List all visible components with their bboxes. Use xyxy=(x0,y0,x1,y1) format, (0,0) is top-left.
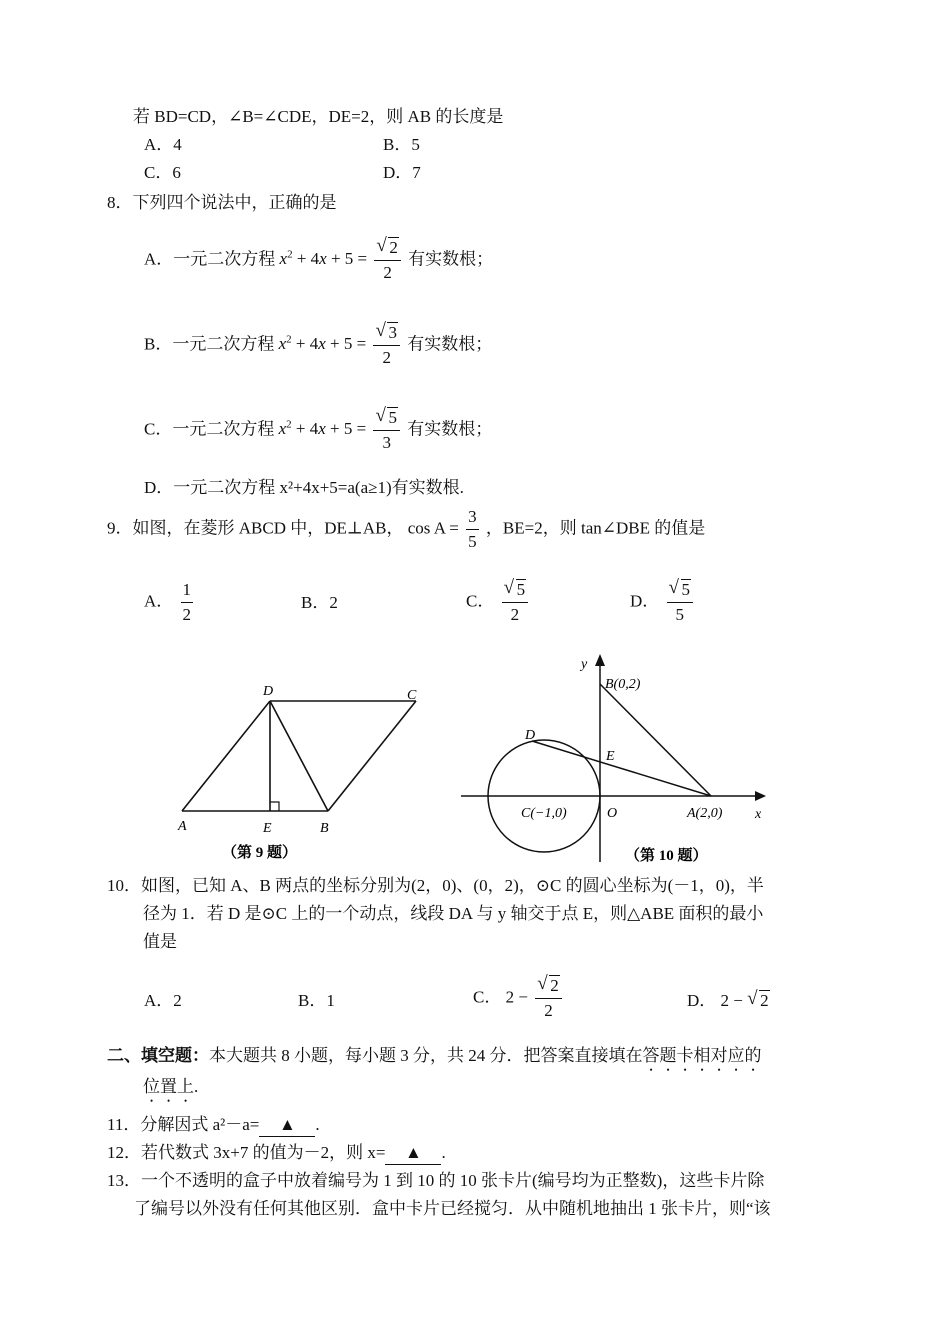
q9-cos-fraction xyxy=(466,505,479,554)
fig10-label-d: D xyxy=(525,728,536,743)
q7-option-a: A．4 xyxy=(144,135,182,154)
q8-a-label: A． xyxy=(144,249,174,269)
q10-d-radicand: 2 xyxy=(760,991,769,1010)
q8-a-equation: $x^2 + 4x + 5$ = xyxy=(279,248,368,269)
q8-option-a xyxy=(144,236,493,285)
q7-stem: 若 BD=CD，∠B=∠CDE，DE=2，则 AB 的长度是 xyxy=(133,107,504,126)
fig9-edge-cb xyxy=(328,701,416,811)
section-2-continuation xyxy=(143,1076,198,1106)
q11 xyxy=(107,1114,320,1137)
fig10-label-e: E xyxy=(606,749,615,764)
q10-c-fraction xyxy=(535,974,562,1023)
q10-line-2: 径为 1．若 D 是⊙C 上的一个动点，线段 DA 与 y 轴交于点 E，则△ABE 面积的最小 xyxy=(143,904,764,923)
figure-10 xyxy=(455,650,775,868)
fig9-label-d: D xyxy=(263,684,274,699)
q8-b-prefix: 一元二次方程 xyxy=(172,334,275,354)
fig10-label-c: C(−1,0) xyxy=(521,806,567,821)
q9-d-label: D． xyxy=(630,591,660,611)
q13-line-2: 了编号以外没有任何其他区别．盒中卡片已经搅匀．从中随机地抽出 1 张卡片，则“该 xyxy=(134,1199,771,1218)
q9-cos-num: 3 xyxy=(466,505,479,530)
q9-option-b: B．2 xyxy=(301,593,338,612)
q11-end: . xyxy=(315,1115,320,1134)
q8-c-label: C． xyxy=(144,419,173,439)
q8-stem: 8．下列四个说法中，正确的是 xyxy=(107,193,337,212)
q10-option-c xyxy=(473,974,565,1023)
fig9-label-e: E xyxy=(263,821,272,836)
q10-option-b: B．1 xyxy=(298,991,335,1010)
fig9-caption: （第 9 题） xyxy=(222,845,298,861)
q7-option-d: D．7 xyxy=(383,163,421,182)
q8-a-fraction xyxy=(374,236,401,285)
q8-a-den: 2 xyxy=(383,263,392,282)
fig10-label-x: x xyxy=(755,807,762,822)
q9-option-d xyxy=(630,578,696,627)
q8-c-suffix: 有实数根； xyxy=(407,419,493,439)
q8-a-radicand: 2 xyxy=(389,238,398,257)
q9-stem-end: ，BE=2，则 tan∠DBE 的值是 xyxy=(485,518,706,538)
q9-a-num: 1 xyxy=(181,578,194,603)
q8-option-c xyxy=(144,406,492,455)
q9-a-label: A． xyxy=(144,591,174,611)
q9-option-a xyxy=(144,578,196,627)
q10-line-3: 值是 xyxy=(143,932,177,951)
q10-option-a: A．2 xyxy=(144,991,182,1010)
fig10-label-o: O xyxy=(607,806,618,821)
q9-c-den: 2 xyxy=(510,605,520,624)
q10-c-pre: 2 − xyxy=(505,987,528,1007)
q9-stem xyxy=(107,505,705,554)
fig10-label-y: y xyxy=(581,657,588,672)
q8-c-fraction xyxy=(373,406,400,455)
q8-b-equation: $x^2 + 4x + 5$ = xyxy=(278,333,367,354)
fig9-label-b: B xyxy=(320,821,329,836)
q9-d-den: 5 xyxy=(675,605,685,624)
q8-b-suffix: 有实数根； xyxy=(407,334,493,354)
fig9-edge-ad xyxy=(182,701,270,811)
q10-d-pre: 2 − xyxy=(720,991,743,1010)
q7-option-b: B．5 xyxy=(383,135,420,154)
q8-b-radicand: 3 xyxy=(388,323,397,342)
q7-option-c: C．6 xyxy=(144,163,181,182)
fig9-right-angle-mark xyxy=(270,802,279,811)
q10-d-label: D． xyxy=(687,991,717,1010)
section-2-end: . xyxy=(194,1077,199,1096)
section-2-emphasis-2: 位置上 xyxy=(143,1077,194,1096)
q8-b-den: 2 xyxy=(382,348,391,367)
q8-c-prefix: 一元二次方程 xyxy=(172,419,275,439)
q9-option-c xyxy=(466,578,531,627)
q12-answer-blank: ▲ xyxy=(385,1142,441,1165)
fig9-segment-db xyxy=(270,701,328,811)
fig9-label-a: A xyxy=(178,819,187,834)
q9-cos-den: 5 xyxy=(468,532,477,551)
q10-line-1: 10．如图，已知 A、B 两点的坐标分别为(2，0)、(0，2)，⊙C 的圆心坐标为(－1，0)，半 xyxy=(107,876,764,895)
q9-c-radicand: 5 xyxy=(516,580,526,599)
q8-c-radicand: 5 xyxy=(388,408,397,427)
section-2-heading xyxy=(107,1045,762,1075)
q9-stem-start: 9．如图，在菱形 ABCD 中，DE⊥AB， xyxy=(107,518,404,538)
q10-option-d xyxy=(687,990,770,1012)
q8-c-den: 3 xyxy=(382,433,391,452)
q8-b-label: B． xyxy=(144,334,173,354)
q9-d-fraction xyxy=(667,578,694,627)
figure-9 xyxy=(160,670,440,870)
q8-a-suffix: 有实数根； xyxy=(408,249,494,269)
q9-d-radicand: 5 xyxy=(681,580,691,599)
q9-c-label: C． xyxy=(466,591,495,611)
section-2-title: 二、填空题： xyxy=(107,1046,209,1065)
q9-cos-label: cos A = xyxy=(407,518,459,538)
q8-option-d: D．一元二次方程 x²+4x+5=a(a≥1)有实数根. xyxy=(144,478,464,497)
q10-c-den: 2 xyxy=(544,1001,553,1020)
q12-end: . xyxy=(441,1143,446,1162)
q9-c-fraction xyxy=(502,578,529,627)
q9-a-den: 2 xyxy=(182,605,192,624)
q9-a-fraction xyxy=(181,578,194,627)
q8-option-b xyxy=(144,321,492,370)
q8-a-prefix: 一元二次方程 xyxy=(173,249,276,269)
q10-c-radicand: 2 xyxy=(550,976,559,995)
section-2-text: 本大题共 8 小题，每小题 3 分，共 24 分．把答案直接填在 xyxy=(209,1046,643,1065)
q11-answer-blank: ▲ xyxy=(259,1114,315,1137)
fig10-label-a: A(2,0) xyxy=(687,806,723,821)
q11-text: 11．分解因式 a²－a= xyxy=(107,1115,260,1134)
q10-c-label: C． xyxy=(473,987,502,1007)
q8-c-equation: $x^2 + 4x + 5$ = xyxy=(278,418,367,439)
fig10-y-arrow-icon xyxy=(595,654,605,666)
section-2-emphasis-1: 答题卡相对应的 xyxy=(642,1046,762,1065)
fig10-caption: （第 10 题） xyxy=(625,848,708,864)
q12-text: 12．若代数式 3x+7 的值为－2，则 x= xyxy=(107,1143,386,1162)
q13-line-1: 13．一个不透明的盒子中放着编号为 1 到 10 的 10 张卡片(编号均为正整数)，这些卡片除 xyxy=(107,1171,765,1190)
fig10-x-arrow-icon xyxy=(755,791,766,801)
fig9-label-c: C xyxy=(407,688,417,703)
q8-b-fraction xyxy=(373,321,400,370)
q12 xyxy=(107,1142,446,1165)
fig10-label-b: B(0,2) xyxy=(605,677,641,692)
